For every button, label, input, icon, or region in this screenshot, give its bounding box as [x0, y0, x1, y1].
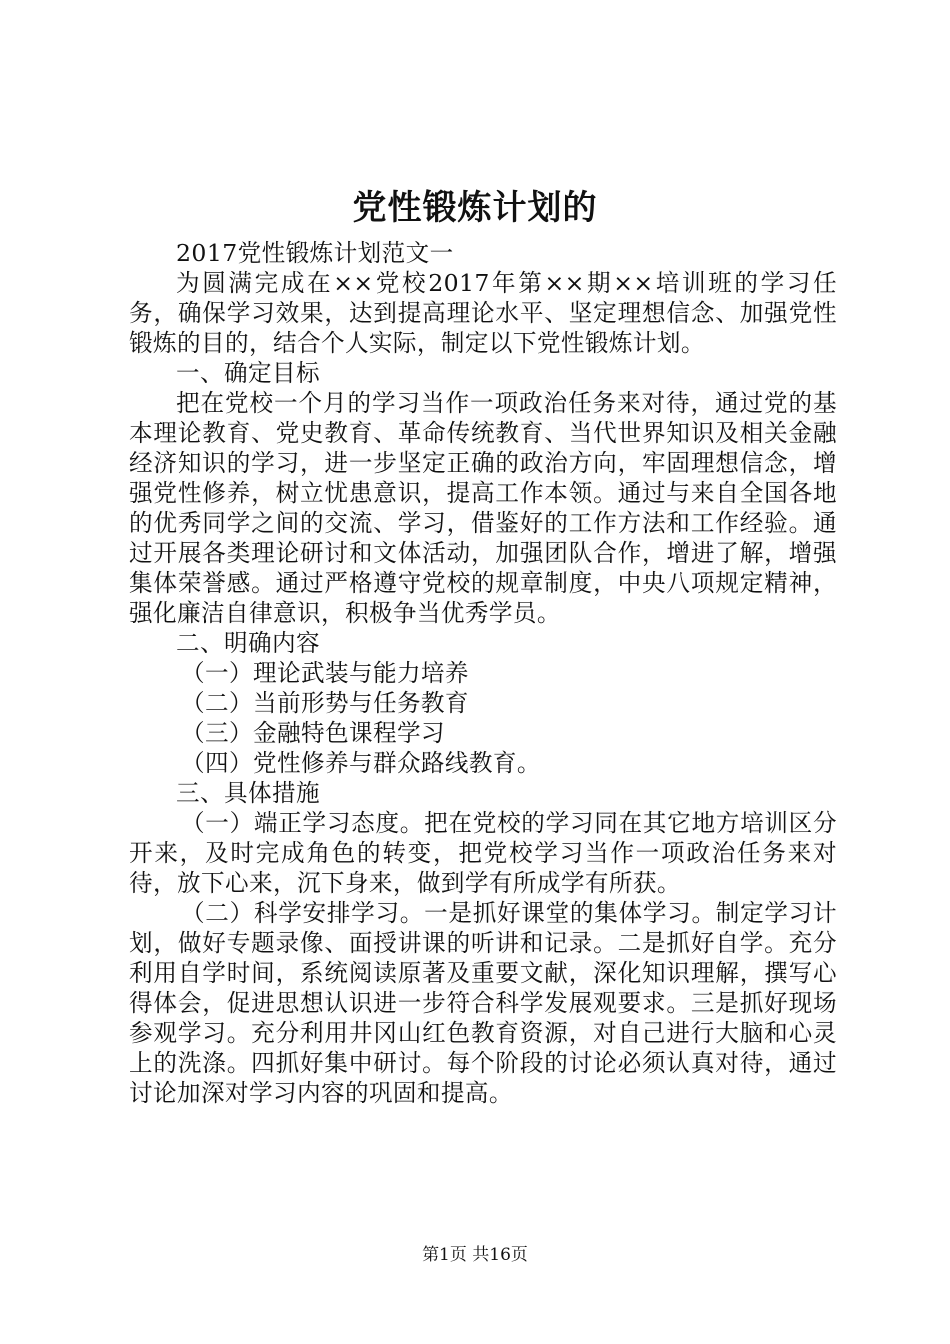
- document-body: [129, 238, 837, 1108]
- content-item-3: （三）金融特色课程学习: [181, 719, 445, 747]
- document-title: 党性锻炼计划的: [352, 188, 598, 228]
- measure-paragraph-2: （二）科学安排学习。一是抓好课堂的集体学习。制定学习计划，做好专题录像、面授讲课的听讲和记录。二是抓好自学。充分利用自学时间，系统阅读原著及重要文献，深化知识理解，撰写心得体会，促进思想认识进一步符合科学发展观要求。三是抓好现场参观学习。充分利用井冈山红色教育资源，对自己进行大脑和心灵上的洗涤。四抓好集中研讨。每个阶段的讨论必须认真对待，通过讨论加深对学习内容的巩固和提高。: [129, 899, 837, 1107]
- subtitle-paragraph: 2017党性锻炼计划范文一: [176, 239, 454, 267]
- content-item-1: （一）理论武装与能力培养: [181, 659, 469, 687]
- section-heading-measures: 三、具体措施: [176, 779, 320, 807]
- content-item-2: （二）当前形势与任务教育: [181, 689, 469, 717]
- goals-paragraph: 把在党校一个月的学习当作一项政治任务来对待，通过党的基本理论教育、党史教育、革命传统教育、当代世界知识及相关金融经济知识的学习，进一步坚定正确的政治方向，牢固理想信念，增强党性修养，树立忧患意识，提高工作本领。通过与来自全国各地的优秀同学之间的交流、学习，借鉴好的工作方法和工作经验。通过开展各类理论研讨和文体活动，加强团队合作，增进了解，增强集体荣誉感。通过严格遵守党校的规章制度，中央八项规定精神，强化廉洁自律意识，积极争当优秀学员。: [129, 389, 837, 627]
- intro-paragraph: 为圆满完成在××党校2017年第××期××培训班的学习任务，确保学习效果，达到提高理论水平、坚定理想信念、加强党性锻炼的目的，结合个人实际，制定以下党性锻炼计划。: [129, 269, 837, 357]
- page-indicator: 第1页 共16页: [422, 1245, 528, 1265]
- content-item-4: （四）党性修养与群众路线教育。: [181, 749, 541, 777]
- section-heading-content: 二、明确内容: [176, 629, 320, 657]
- measure-paragraph-1: （一）端正学习态度。把在党校的学习同在其它地方培训区分开来，及时完成角色的转变，把党校学习当作一项政治任务来对待，放下心来，沉下身来，做到学有所成学有所获。: [129, 809, 837, 897]
- section-heading-goals: 一、确定目标: [176, 359, 320, 387]
